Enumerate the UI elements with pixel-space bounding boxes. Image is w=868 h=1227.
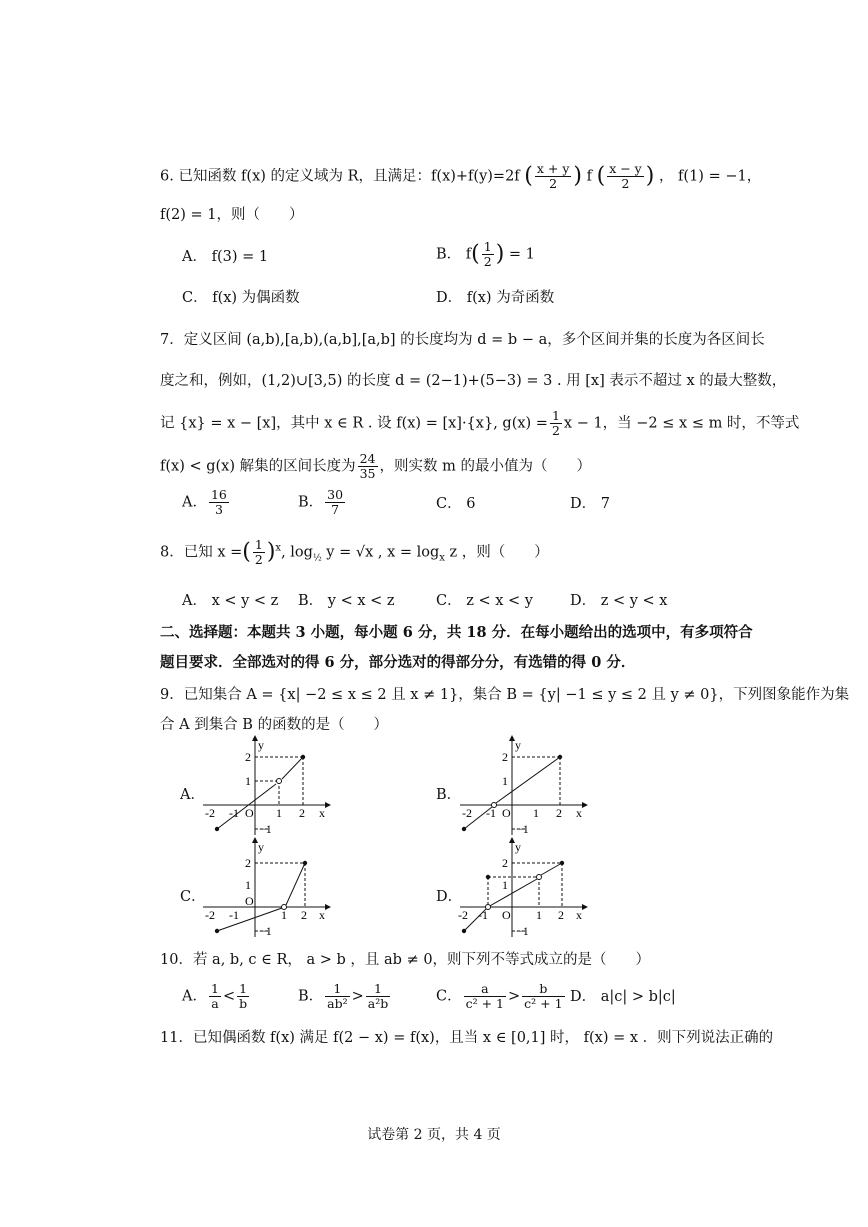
q7-line4-frac (358, 452, 378, 481)
q10-opta-rfrac (237, 982, 249, 1011)
q10-optc-rfrac (522, 982, 564, 1011)
open-dot (277, 779, 282, 784)
q8-text-a: 8．已知 x = (160, 544, 243, 561)
q8-sup: x (275, 542, 282, 554)
q6-text-b: ， f(1) = −1， (658, 168, 762, 185)
q7-optb-frac (325, 488, 345, 517)
q7-optb-den: 7 (331, 502, 340, 517)
q9-label-b: B． (436, 787, 462, 803)
q6-frac2-num: x − y (609, 161, 642, 176)
q7-opta-label: A． (182, 494, 207, 511)
q10-option-b (298, 982, 392, 1011)
q6-optb-den: 2 (483, 254, 492, 269)
q10-opta-label: A． (182, 988, 207, 1005)
q9-label-d: D． (436, 889, 463, 905)
closed-dot (301, 755, 305, 759)
tick-label: 1 (245, 774, 251, 788)
q7-opta-num: 16 (210, 487, 227, 502)
tick-label: 1 (281, 908, 287, 922)
paren-right: ) (645, 163, 655, 189)
q6-optb-pre: B． f (436, 246, 472, 263)
closed-dot (462, 929, 466, 933)
q8-line (160, 538, 549, 568)
tick-label: 1 (536, 908, 542, 922)
den: a (211, 996, 219, 1011)
q10-option-c (436, 982, 567, 1011)
op: > (508, 988, 521, 1005)
q6-text-a: 6. 已知函数 f(x) 的定义域为 R，且满足：f(x)+f(y)=2f (160, 168, 520, 185)
tick-label: 2 (299, 806, 305, 820)
paren-right: ) (266, 539, 276, 565)
q6-frac2-den: 2 (621, 176, 630, 191)
den: c² + 1 (524, 996, 563, 1011)
tick-label: 1 (245, 878, 251, 892)
tick-label: -2 (462, 806, 472, 820)
origin-label: O (245, 894, 254, 908)
q6-mid: f (586, 168, 592, 185)
graph-segment (282, 757, 303, 779)
q6-optb-num: 1 (483, 239, 492, 254)
q10-option-d: D． a|c| > b|c| (570, 989, 676, 1005)
q9-graph-c (195, 837, 335, 942)
q7-option-c: C． 6 (436, 496, 476, 512)
tick-label: 1 (276, 806, 282, 820)
num: 1 (210, 981, 219, 996)
q6-option-b (436, 240, 535, 269)
y-axis-label: y (258, 738, 264, 752)
q7-line1: 7．定义区间 (a,b),[a,b),(a,b],[a,b] 的长度均为 d = b − a，多个区间并集的长度为各区间长 (160, 332, 765, 348)
q9-line2: 合 A 到集合 B 的函数的是（ ） (160, 717, 389, 733)
tick-label: 1 (533, 806, 539, 820)
paren-left: ( (242, 539, 251, 565)
q7-line4 (160, 452, 591, 481)
q8-frac-den: 2 (254, 552, 263, 567)
paren-left: ( (471, 241, 480, 267)
graph-segment (541, 863, 562, 875)
tick-label: −1 (259, 924, 272, 938)
paren-right: ) (495, 241, 505, 267)
q10-optb-lfrac (325, 982, 349, 1011)
q6-frac1-den: 2 (549, 176, 558, 191)
q7-line3 (160, 409, 799, 438)
closed-dot (303, 861, 307, 865)
q6-optb-frac (482, 240, 494, 269)
q10-optb-label: B． (298, 988, 324, 1005)
tick-label: −1 (516, 924, 529, 938)
tick-label: 2 (502, 856, 508, 870)
q6-line2: f(2) = 1，则（ ） (160, 207, 304, 223)
tick-label: -2 (205, 806, 215, 820)
q6-optb-post: = 1 (508, 246, 535, 263)
q7-line3-frac (550, 409, 562, 438)
q10-line1: 10．若 a, b, c ∈ R， a > b ，且 ab ≠ 0，则下列不等式成立的是（ ） (160, 952, 651, 968)
paren-left: ( (524, 163, 533, 189)
q8-frac-num: 1 (254, 537, 263, 552)
tick-label: 2 (556, 806, 562, 820)
q6-frac1 (535, 162, 572, 191)
tick-label: 2 (301, 908, 307, 922)
q10-opta-lfrac (209, 982, 221, 1011)
q9-label-a: A． (180, 787, 205, 803)
q6-frac1-num: x + y (536, 161, 570, 176)
x-axis-label: x (576, 908, 582, 922)
num: 1 (366, 982, 390, 997)
open-dot (537, 875, 542, 880)
den: a²b (367, 996, 389, 1011)
den: b (239, 996, 248, 1011)
q10-optc-lfrac (464, 982, 506, 1011)
tick-label: 1 (502, 774, 508, 788)
section2-heading-line2: 题目要求．全部选对的得 6 分，部分选对的得部分分，有选错的得 0 分． (160, 654, 636, 671)
q7-line4-b: ，则实数 m 的最小值为（ ） (379, 458, 591, 475)
q6-frac2 (607, 162, 644, 191)
closed-dot (462, 827, 466, 831)
tick-label: -1 (486, 806, 496, 820)
y-axis-label: y (258, 840, 264, 854)
tick-label: 2 (558, 908, 564, 922)
tick-label: -1 (229, 908, 239, 922)
q8-option-d: D． z < y < x (570, 593, 668, 609)
closed-dot (215, 929, 219, 933)
q7-line4-den: 35 (359, 466, 376, 481)
tick-label: -2 (205, 908, 215, 922)
q6-option-a: A． f(3) = 1 (182, 249, 269, 265)
q7-option-b (298, 488, 347, 517)
arrow-x (325, 802, 331, 808)
tick-label: −1 (259, 822, 272, 836)
q8-sub2: x (439, 552, 445, 564)
q7-line4-a: f(x) < g(x) 解集的区间长度为 (160, 458, 356, 475)
q7-line3-a: 记 {x} = x − [x]，其中 x ∈ R . 设 f(x) = [x]·{x}, g(x) = (160, 415, 548, 432)
op: > (351, 988, 364, 1005)
q8-option-b: B． y < x < z (298, 593, 395, 609)
closed-dot (560, 861, 564, 865)
q7-line2: 度之和，例如，(1,2)∪[3,5) 的长度 d = (2−1)+(5−3) = 3 . 用 [x] 表示不超过 x 的最大整数， (160, 373, 787, 389)
tick-label: 2 (502, 750, 508, 764)
q7-line4-num: 24 (359, 451, 376, 466)
q9-graph-b (452, 735, 592, 840)
q7-line3-den: 2 (551, 423, 560, 438)
x-axis-label: x (576, 806, 582, 820)
paren-right: ) (573, 163, 583, 189)
num: 1 (237, 982, 249, 997)
q7-line3-b: x − 1，当 −2 ≤ x ≤ m 时，不等式 (563, 415, 800, 432)
graph-segment (217, 908, 282, 931)
num: 1 (325, 982, 349, 997)
y-axis-label: y (515, 738, 521, 752)
q10-optb-rfrac (366, 982, 390, 1011)
closed-dot (215, 827, 219, 831)
tick-label: −1 (516, 822, 529, 836)
graph-segment (286, 863, 305, 905)
tick-label: 1 (502, 878, 508, 892)
q10-optc-label: C． (436, 988, 462, 1005)
closed-dot (486, 875, 490, 879)
q8-option-a: A． x < y < z (182, 593, 279, 609)
section2-heading-line1: 二、选择题：本题共 3 小题，每小题 6 分，共 18 分．在每小题给出的选项中，有多项符合 (160, 624, 753, 641)
q8-text-c: y = √x , x = log (321, 544, 440, 561)
q7-opta-den: 3 (214, 502, 223, 517)
x-axis-label: x (319, 908, 325, 922)
q7-option-d: D． 7 (570, 496, 610, 512)
q7-opta-frac (209, 488, 229, 517)
q10-option-a (182, 982, 251, 1011)
q9-graph-d (452, 837, 592, 942)
arrow-x (582, 904, 588, 910)
tick-label: 2 (245, 750, 251, 764)
q8-option-c: C． z < x < y (436, 593, 533, 609)
q7-optb-label: B． (298, 494, 324, 511)
q9-graph-a (195, 735, 335, 840)
q9-label-c: C． (180, 889, 206, 905)
tick-label: 2 (245, 856, 251, 870)
q7-option-a (182, 488, 231, 517)
arrow-x (582, 802, 588, 808)
paren-left: ( (596, 163, 606, 189)
q6-option-d: D． f(x) 为奇函数 (436, 290, 555, 306)
arrow-x (325, 904, 331, 910)
closed-dot (558, 755, 562, 759)
num: b (522, 982, 564, 997)
page-footer: 试卷第 2 页，共 4 页 (367, 1127, 501, 1143)
q7-line3-num: 1 (551, 408, 560, 423)
origin-label: O (502, 908, 511, 922)
y-axis-label: y (515, 840, 521, 854)
q8-text-d: z ，则（ ） (444, 544, 549, 561)
q9-line1: 9．已知集合 A = {x| −2 ≤ x ≤ 2 且 x ≠ 1}，集合 B = {y| −1 ≤ y ≤ 2 且 y ≠ 0}，下列图象能作为集 (160, 687, 850, 703)
q6-option-c: C． f(x) 为偶函数 (182, 290, 300, 306)
q8-sub: ½ (312, 553, 322, 564)
tick-label: -1 (229, 806, 239, 820)
origin-label: O (245, 806, 254, 820)
tick-label: -2 (458, 908, 468, 922)
q6-line1 (160, 162, 761, 191)
op: < (222, 988, 236, 1005)
den: ab² (327, 996, 348, 1011)
den: c² + 1 (465, 996, 504, 1011)
num: a (464, 982, 506, 997)
tick-label: -1 (478, 908, 488, 922)
q8-text-b: , log (281, 544, 313, 561)
q8-frac (253, 538, 265, 567)
origin-label: O (502, 806, 511, 820)
q7-optb-num: 30 (327, 487, 344, 502)
x-axis-label: x (319, 806, 325, 820)
q11-line1: 11．已知偶函数 f(x) 满足 f(2 − x) = f(x)，且当 x ∈ [0,1] 时， f(x) = x ．则下列说法正确的 (160, 1030, 774, 1046)
